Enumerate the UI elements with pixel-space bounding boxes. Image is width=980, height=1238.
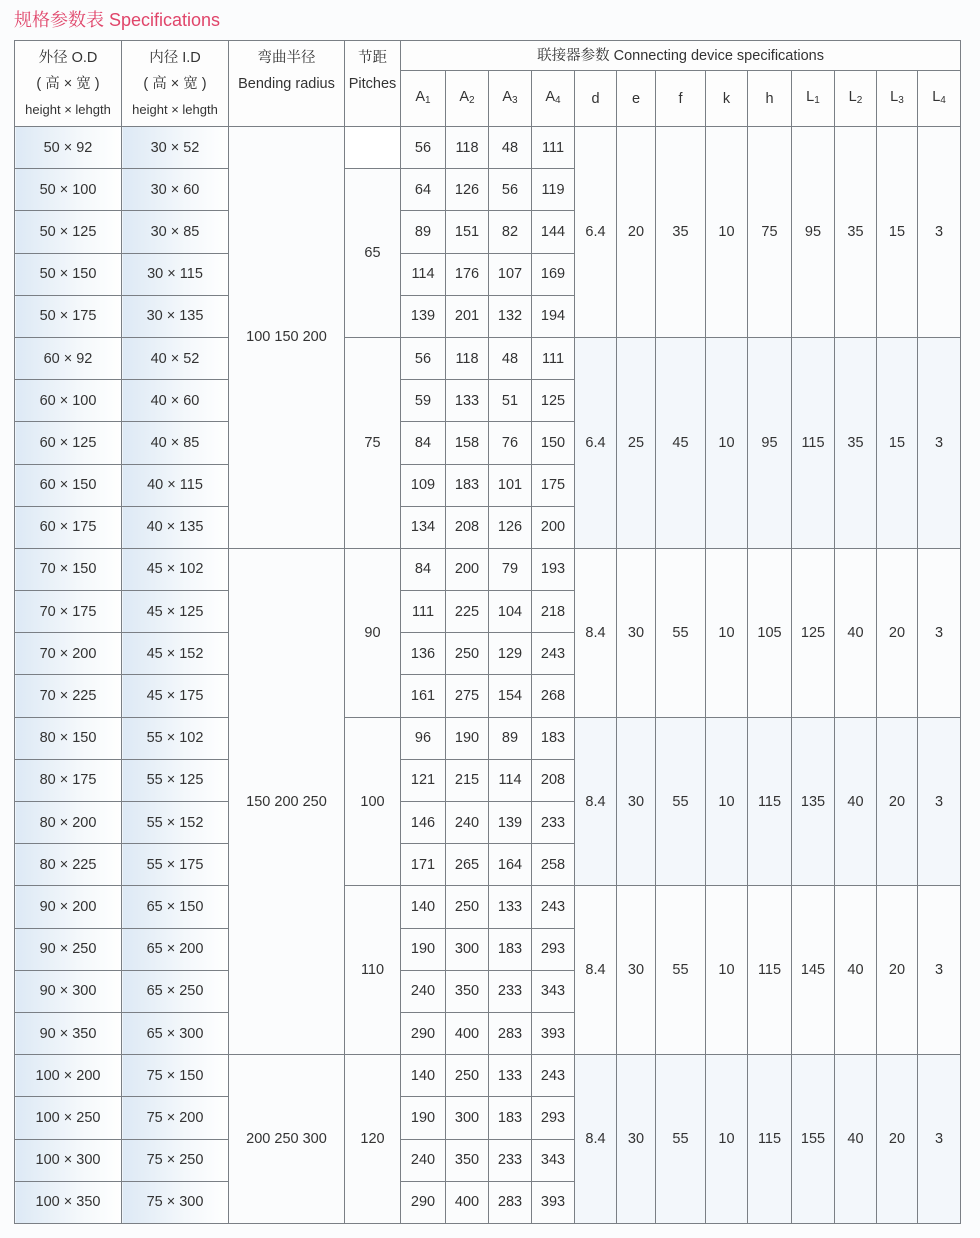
a2-cell: 250 bbox=[446, 1055, 489, 1097]
a3-cell: 114 bbox=[489, 759, 532, 801]
a2-cell: 200 bbox=[446, 548, 489, 590]
id-cell: 45 × 102 bbox=[122, 548, 229, 590]
l4-cell: 3 bbox=[918, 717, 961, 886]
header-id-title: 内径 I.D bbox=[149, 49, 201, 66]
a2-cell: 215 bbox=[446, 759, 489, 801]
a3-cell: 283 bbox=[489, 1181, 532, 1223]
a3-cell: 183 bbox=[489, 928, 532, 970]
a3-cell: 104 bbox=[489, 591, 532, 633]
od-cell: 50 × 125 bbox=[15, 211, 122, 253]
id-cell: 55 × 175 bbox=[122, 844, 229, 886]
a1-cell: 134 bbox=[401, 506, 446, 548]
header-sub-k: k bbox=[706, 71, 748, 127]
d-cell: 8.4 bbox=[575, 886, 617, 1055]
a4-cell: 125 bbox=[532, 380, 575, 422]
a3-cell: 233 bbox=[489, 1139, 532, 1181]
e-cell: 30 bbox=[617, 717, 656, 886]
a3-cell: 283 bbox=[489, 1012, 532, 1054]
d-cell: 8.4 bbox=[575, 717, 617, 886]
od-cell: 80 × 200 bbox=[15, 802, 122, 844]
l2-cell: 40 bbox=[835, 1055, 877, 1224]
od-cell: 70 × 200 bbox=[15, 633, 122, 675]
a4-cell: 144 bbox=[532, 211, 575, 253]
pitch-cell: 110 bbox=[345, 886, 401, 1055]
a1-cell: 171 bbox=[401, 844, 446, 886]
a3-cell: 51 bbox=[489, 380, 532, 422]
a1-cell: 139 bbox=[401, 295, 446, 337]
od-cell: 60 × 125 bbox=[15, 422, 122, 464]
od-cell: 60 × 175 bbox=[15, 506, 122, 548]
spec-table-wrap bbox=[14, 40, 960, 1224]
a1-cell: 84 bbox=[401, 422, 446, 464]
id-cell: 45 × 125 bbox=[122, 591, 229, 633]
od-cell: 100 × 300 bbox=[15, 1139, 122, 1181]
id-cell: 55 × 102 bbox=[122, 717, 229, 759]
header-pitch-cn: 节距 bbox=[358, 50, 387, 66]
e-cell: 30 bbox=[617, 548, 656, 717]
header-od-title: 外径 O.D bbox=[38, 49, 98, 66]
id-cell: 75 × 150 bbox=[122, 1055, 229, 1097]
a1-cell: 136 bbox=[401, 633, 446, 675]
a2-cell: 300 bbox=[446, 928, 489, 970]
l1-cell: 145 bbox=[792, 886, 835, 1055]
f-cell: 45 bbox=[656, 337, 706, 548]
id-cell: 30 × 115 bbox=[122, 253, 229, 295]
a3-cell: 126 bbox=[489, 506, 532, 548]
a2-cell: 250 bbox=[446, 886, 489, 928]
f-cell: 35 bbox=[656, 127, 706, 338]
l2-cell: 40 bbox=[835, 548, 877, 717]
a1-cell: 146 bbox=[401, 802, 446, 844]
a2-cell: 126 bbox=[446, 169, 489, 211]
l4-cell: 3 bbox=[918, 886, 961, 1055]
bending-radius-cell: 150 200 250 bbox=[229, 548, 345, 1054]
l2-cell: 35 bbox=[835, 127, 877, 338]
a3-cell: 89 bbox=[489, 717, 532, 759]
od-cell: 50 × 100 bbox=[15, 169, 122, 211]
l3-cell: 20 bbox=[877, 548, 918, 717]
od-cell: 60 × 92 bbox=[15, 337, 122, 379]
a4-cell: 193 bbox=[532, 548, 575, 590]
a3-cell: 139 bbox=[489, 802, 532, 844]
e-cell: 30 bbox=[617, 886, 656, 1055]
a4-cell: 393 bbox=[532, 1012, 575, 1054]
od-cell: 70 × 175 bbox=[15, 591, 122, 633]
a4-cell: 218 bbox=[532, 591, 575, 633]
od-cell: 50 × 150 bbox=[15, 253, 122, 295]
l2-cell: 35 bbox=[835, 337, 877, 548]
pitch-cell: 120 bbox=[345, 1055, 401, 1224]
a1-cell: 56 bbox=[401, 337, 446, 379]
a2-cell: 118 bbox=[446, 127, 489, 169]
a2-cell: 158 bbox=[446, 422, 489, 464]
a1-cell: 290 bbox=[401, 1012, 446, 1054]
od-cell: 100 × 350 bbox=[15, 1181, 122, 1223]
header-sub-l2: $L_2$ bbox=[835, 71, 877, 127]
header-sub-d: d bbox=[575, 71, 617, 127]
a3-cell: 56 bbox=[489, 169, 532, 211]
a1-cell: 56 bbox=[401, 127, 446, 169]
a2-cell: 350 bbox=[446, 1139, 489, 1181]
id-cell: 45 × 175 bbox=[122, 675, 229, 717]
a2-cell: 176 bbox=[446, 253, 489, 295]
od-cell: 90 × 350 bbox=[15, 1012, 122, 1054]
od-cell: 90 × 250 bbox=[15, 928, 122, 970]
table-row bbox=[15, 337, 961, 379]
header-od bbox=[15, 41, 122, 127]
table-row bbox=[15, 548, 961, 590]
od-cell: 70 × 225 bbox=[15, 675, 122, 717]
e-cell: 20 bbox=[617, 127, 656, 338]
a4-cell: 268 bbox=[532, 675, 575, 717]
id-cell: 75 × 250 bbox=[122, 1139, 229, 1181]
id-cell: 65 × 150 bbox=[122, 886, 229, 928]
header-bending-cn: 弯曲半径 bbox=[257, 50, 316, 66]
l1-cell: 135 bbox=[792, 717, 835, 886]
l3-cell: 15 bbox=[877, 127, 918, 338]
id-cell: 40 × 60 bbox=[122, 380, 229, 422]
header-od-cn: ( 高 × 宽 ) bbox=[36, 75, 100, 92]
od-cell: 50 × 92 bbox=[15, 127, 122, 169]
d-cell: 8.4 bbox=[575, 548, 617, 717]
od-cell: 90 × 300 bbox=[15, 970, 122, 1012]
a2-cell: 250 bbox=[446, 633, 489, 675]
id-cell: 55 × 125 bbox=[122, 759, 229, 801]
l2-cell: 40 bbox=[835, 717, 877, 886]
header-sub-e: e bbox=[617, 71, 656, 127]
l4-cell: 3 bbox=[918, 127, 961, 338]
f-cell: 55 bbox=[656, 886, 706, 1055]
k-cell: 10 bbox=[706, 717, 748, 886]
id-cell: 65 × 250 bbox=[122, 970, 229, 1012]
spec-table-body bbox=[15, 127, 961, 1224]
a4-cell: 194 bbox=[532, 295, 575, 337]
a3-cell: 79 bbox=[489, 548, 532, 590]
a1-cell: 59 bbox=[401, 380, 446, 422]
a1-cell: 240 bbox=[401, 1139, 446, 1181]
f-cell: 55 bbox=[656, 717, 706, 886]
od-cell: 100 × 250 bbox=[15, 1097, 122, 1139]
f-cell: 55 bbox=[656, 1055, 706, 1224]
a4-cell: 183 bbox=[532, 717, 575, 759]
od-cell: 50 × 175 bbox=[15, 295, 122, 337]
pitch-cell: 75 bbox=[345, 337, 401, 548]
a2-cell: 208 bbox=[446, 506, 489, 548]
l4-cell: 3 bbox=[918, 1055, 961, 1224]
a4-cell: 111 bbox=[532, 127, 575, 169]
a4-cell: 293 bbox=[532, 928, 575, 970]
od-cell: 60 × 150 bbox=[15, 464, 122, 506]
l1-cell: 125 bbox=[792, 548, 835, 717]
d-cell: 6.4 bbox=[575, 127, 617, 338]
od-cell: 80 × 225 bbox=[15, 844, 122, 886]
a2-cell: 240 bbox=[446, 802, 489, 844]
a3-cell: 154 bbox=[489, 675, 532, 717]
bending-radius-cell: 200 250 300 bbox=[229, 1055, 345, 1224]
a4-cell: 175 bbox=[532, 464, 575, 506]
header-sub-a3: $A_3$ bbox=[489, 71, 532, 127]
pitch-cell: 90 bbox=[345, 548, 401, 717]
id-cell: 40 × 135 bbox=[122, 506, 229, 548]
a3-cell: 107 bbox=[489, 253, 532, 295]
a2-cell: 400 bbox=[446, 1012, 489, 1054]
a1-cell: 114 bbox=[401, 253, 446, 295]
a1-cell: 240 bbox=[401, 970, 446, 1012]
a4-cell: 293 bbox=[532, 1097, 575, 1139]
a3-cell: 132 bbox=[489, 295, 532, 337]
a2-cell: 151 bbox=[446, 211, 489, 253]
a4-cell: 243 bbox=[532, 886, 575, 928]
a1-cell: 190 bbox=[401, 1097, 446, 1139]
l3-cell: 15 bbox=[877, 337, 918, 548]
header-bending bbox=[229, 41, 345, 127]
a2-cell: 133 bbox=[446, 380, 489, 422]
table-row bbox=[15, 127, 961, 169]
l3-cell: 20 bbox=[877, 886, 918, 1055]
od-cell: 100 × 200 bbox=[15, 1055, 122, 1097]
id-cell: 30 × 135 bbox=[122, 295, 229, 337]
table-row bbox=[15, 717, 961, 759]
header-sub-l4: $L_4$ bbox=[918, 71, 961, 127]
header-id bbox=[122, 41, 229, 127]
h-cell: 75 bbox=[748, 127, 792, 338]
a3-cell: 48 bbox=[489, 337, 532, 379]
od-cell: 80 × 150 bbox=[15, 717, 122, 759]
a4-cell: 111 bbox=[532, 337, 575, 379]
id-cell: 45 × 152 bbox=[122, 633, 229, 675]
a1-cell: 121 bbox=[401, 759, 446, 801]
od-cell: 80 × 175 bbox=[15, 759, 122, 801]
a3-cell: 101 bbox=[489, 464, 532, 506]
header-sub-l3: $L_3$ bbox=[877, 71, 918, 127]
a1-cell: 140 bbox=[401, 886, 446, 928]
id-cell: 65 × 300 bbox=[122, 1012, 229, 1054]
a4-cell: 243 bbox=[532, 633, 575, 675]
h-cell: 115 bbox=[748, 1055, 792, 1224]
l3-cell: 20 bbox=[877, 1055, 918, 1224]
a3-cell: 82 bbox=[489, 211, 532, 253]
a1-cell: 140 bbox=[401, 1055, 446, 1097]
id-cell: 55 × 152 bbox=[122, 802, 229, 844]
a3-cell: 233 bbox=[489, 970, 532, 1012]
spec-table bbox=[14, 40, 961, 1224]
l4-cell: 3 bbox=[918, 337, 961, 548]
a1-cell: 190 bbox=[401, 928, 446, 970]
header-sub-h: h bbox=[748, 71, 792, 127]
a4-cell: 343 bbox=[532, 1139, 575, 1181]
id-cell: 75 × 300 bbox=[122, 1181, 229, 1223]
a3-cell: 48 bbox=[489, 127, 532, 169]
h-cell: 115 bbox=[748, 886, 792, 1055]
a1-cell: 84 bbox=[401, 548, 446, 590]
header-sub-a2: $A_2$ bbox=[446, 71, 489, 127]
header-od-en: height × lehgth bbox=[25, 101, 111, 117]
a3-cell: 76 bbox=[489, 422, 532, 464]
id-cell: 40 × 85 bbox=[122, 422, 229, 464]
id-cell: 30 × 52 bbox=[122, 127, 229, 169]
od-cell: 90 × 200 bbox=[15, 886, 122, 928]
a2-cell: 225 bbox=[446, 591, 489, 633]
a4-cell: 258 bbox=[532, 844, 575, 886]
a3-cell: 164 bbox=[489, 844, 532, 886]
a1-cell: 290 bbox=[401, 1181, 446, 1223]
a2-cell: 190 bbox=[446, 717, 489, 759]
h-cell: 95 bbox=[748, 337, 792, 548]
id-cell: 65 × 200 bbox=[122, 928, 229, 970]
header-connect: 联接器参数 Connecting device specifications bbox=[401, 41, 961, 71]
a4-cell: 393 bbox=[532, 1181, 575, 1223]
bending-radius-cell: 100 150 200 bbox=[229, 127, 345, 549]
h-cell: 105 bbox=[748, 548, 792, 717]
k-cell: 10 bbox=[706, 548, 748, 717]
header-pitch bbox=[345, 41, 401, 127]
k-cell: 10 bbox=[706, 1055, 748, 1224]
a4-cell: 343 bbox=[532, 970, 575, 1012]
table-row bbox=[15, 1055, 961, 1097]
a1-cell: 111 bbox=[401, 591, 446, 633]
d-cell: 6.4 bbox=[575, 337, 617, 548]
page-title: 规格参数表 Specifications bbox=[14, 10, 221, 30]
pitch-cell: 65 bbox=[345, 169, 401, 338]
a1-cell: 96 bbox=[401, 717, 446, 759]
a1-cell: 109 bbox=[401, 464, 446, 506]
l1-cell: 115 bbox=[792, 337, 835, 548]
od-cell: 70 × 150 bbox=[15, 548, 122, 590]
a2-cell: 400 bbox=[446, 1181, 489, 1223]
od-cell: 60 × 100 bbox=[15, 380, 122, 422]
a4-cell: 119 bbox=[532, 169, 575, 211]
l4-cell: 3 bbox=[918, 548, 961, 717]
l2-cell: 40 bbox=[835, 886, 877, 1055]
id-cell: 75 × 200 bbox=[122, 1097, 229, 1139]
header-bending-en: Bending radius bbox=[238, 76, 335, 92]
a4-cell: 150 bbox=[532, 422, 575, 464]
l3-cell: 20 bbox=[877, 717, 918, 886]
header-sub-a1: $A_1$ bbox=[401, 71, 446, 127]
a2-cell: 265 bbox=[446, 844, 489, 886]
a2-cell: 183 bbox=[446, 464, 489, 506]
header-sub-l1: $L_1$ bbox=[792, 71, 835, 127]
k-cell: 10 bbox=[706, 337, 748, 548]
header-id-cn: ( 高 × 宽 ) bbox=[143, 75, 207, 92]
a3-cell: 133 bbox=[489, 1055, 532, 1097]
header-pitch-en: Pitches bbox=[348, 76, 397, 92]
a1-cell: 89 bbox=[401, 211, 446, 253]
header-sub-a4: $A_4$ bbox=[532, 71, 575, 127]
header-id-en: height × lehgth bbox=[132, 101, 218, 117]
a2-cell: 300 bbox=[446, 1097, 489, 1139]
a2-cell: 118 bbox=[446, 337, 489, 379]
a4-cell: 169 bbox=[532, 253, 575, 295]
a4-cell: 208 bbox=[532, 759, 575, 801]
a4-cell: 233 bbox=[532, 802, 575, 844]
a2-cell: 350 bbox=[446, 970, 489, 1012]
a2-cell: 201 bbox=[446, 295, 489, 337]
id-cell: 30 × 60 bbox=[122, 169, 229, 211]
header-sub-f: f bbox=[656, 71, 706, 127]
k-cell: 10 bbox=[706, 127, 748, 338]
l1-cell: 95 bbox=[792, 127, 835, 338]
id-cell: 40 × 115 bbox=[122, 464, 229, 506]
pitch-cell-empty bbox=[345, 127, 401, 169]
k-cell: 10 bbox=[706, 886, 748, 1055]
l1-cell: 155 bbox=[792, 1055, 835, 1224]
a2-cell: 275 bbox=[446, 675, 489, 717]
e-cell: 30 bbox=[617, 1055, 656, 1224]
a4-cell: 243 bbox=[532, 1055, 575, 1097]
table-row bbox=[15, 886, 961, 928]
d-cell: 8.4 bbox=[575, 1055, 617, 1224]
a3-cell: 183 bbox=[489, 1097, 532, 1139]
pitch-cell: 100 bbox=[345, 717, 401, 886]
a3-cell: 129 bbox=[489, 633, 532, 675]
a3-cell: 133 bbox=[489, 886, 532, 928]
e-cell: 25 bbox=[617, 337, 656, 548]
a4-cell: 200 bbox=[532, 506, 575, 548]
a1-cell: 64 bbox=[401, 169, 446, 211]
a1-cell: 161 bbox=[401, 675, 446, 717]
id-cell: 30 × 85 bbox=[122, 211, 229, 253]
f-cell: 55 bbox=[656, 548, 706, 717]
h-cell: 115 bbox=[748, 717, 792, 886]
id-cell: 40 × 52 bbox=[122, 337, 229, 379]
